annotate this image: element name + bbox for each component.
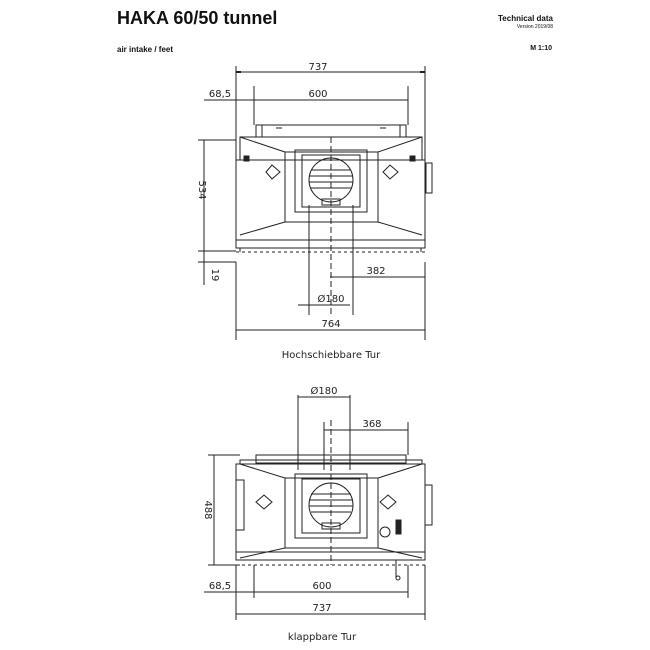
dim-top-foot: 19: [209, 268, 220, 282]
dim-bottom-left-offset: 68,5: [208, 581, 232, 592]
version-label: Version 2019/08: [516, 24, 553, 30]
dim-top-base-width: 764: [321, 319, 341, 330]
scale-label: M 1:10: [530, 45, 552, 52]
dim-top-height: 534: [196, 180, 207, 200]
dim-bottom-right-offset: 368: [362, 419, 382, 430]
dim-bottom-overall-width: 737: [312, 603, 332, 614]
dim-top-inner-width: 600: [308, 89, 328, 100]
dim-bottom-diameter: Ø180: [310, 386, 338, 397]
dim-bottom-inner-width: 600: [312, 581, 332, 592]
dim-top-right-offset: 382: [366, 266, 386, 277]
page-title: HAKA 60/50 tunnel: [117, 8, 278, 28]
top-view-drawing: [198, 66, 432, 340]
dim-top-diameter: Ø180: [317, 294, 345, 305]
dim-bottom-height: 488: [202, 500, 213, 520]
bottom-view-caption: klappbare Tur: [287, 632, 357, 643]
dim-top-left-offset: 68,5: [208, 89, 232, 100]
page-subtitle: air intake / feet: [117, 45, 174, 54]
top-view-caption: Hochschiebbare Tur: [281, 350, 381, 361]
tech-data-label: Technical data: [498, 14, 553, 23]
dim-top-overall-width: 737: [308, 62, 328, 73]
